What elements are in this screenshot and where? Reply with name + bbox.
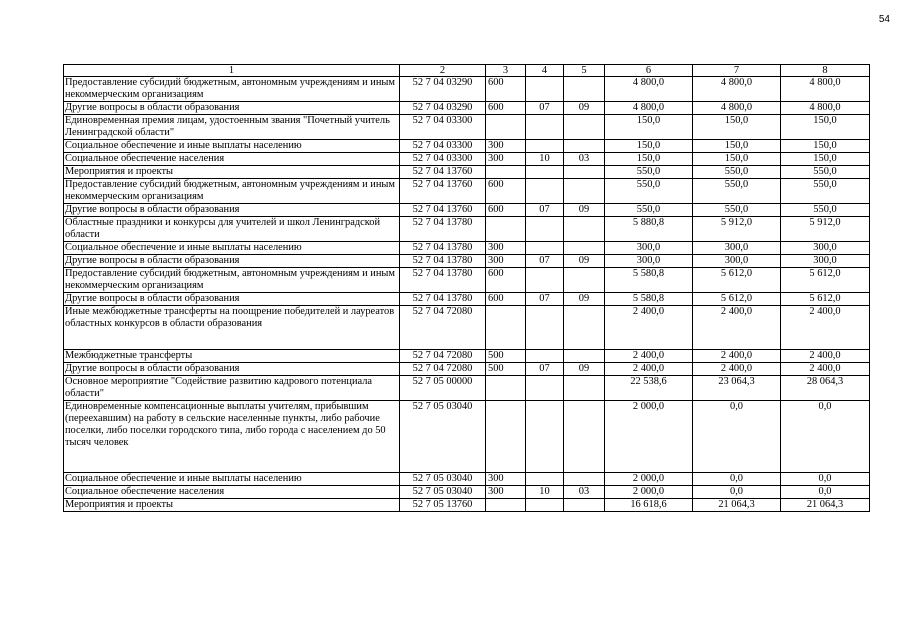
expense-type-code: 600 xyxy=(486,179,526,204)
subsection-code xyxy=(564,140,605,153)
row-name: Мероприятия и проекты xyxy=(64,499,400,512)
amount-col-8: 0,0 xyxy=(781,486,870,499)
target-article-code: 52 7 04 03300 xyxy=(400,153,486,166)
amount-col-8: 2 400,0 xyxy=(781,350,870,363)
expense-type-code: 600 xyxy=(486,77,526,102)
section-code: 10 xyxy=(526,486,564,499)
row-name: Социальное обеспечение населения xyxy=(64,153,400,166)
table-row xyxy=(64,179,870,204)
amount-col-6: 150,0 xyxy=(605,115,693,140)
target-article-code: 52 7 04 13780 xyxy=(400,217,486,242)
column-header: 8 xyxy=(781,65,870,77)
expense-type-code xyxy=(486,115,526,140)
row-name: Предоставление субсидий бюджетным, автономным учреждениям и иным некоммерческим организациям xyxy=(64,268,400,293)
amount-col-7: 550,0 xyxy=(693,204,781,217)
subsection-code: 09 xyxy=(564,363,605,376)
section-code xyxy=(526,499,564,512)
subsection-code: 09 xyxy=(564,102,605,115)
amount-col-6: 300,0 xyxy=(605,255,693,268)
amount-col-8: 150,0 xyxy=(781,140,870,153)
page-number: 54 xyxy=(878,14,890,25)
table-row xyxy=(64,242,870,255)
amount-col-8: 2 400,0 xyxy=(781,306,870,350)
row-name: Социальное обеспечение населения xyxy=(64,486,400,499)
subsection-code xyxy=(564,473,605,486)
target-article-code: 52 7 04 13780 xyxy=(400,293,486,306)
amount-col-6: 150,0 xyxy=(605,153,693,166)
expense-type-code: 300 xyxy=(486,242,526,255)
amount-col-8: 150,0 xyxy=(781,153,870,166)
column-header: 2 xyxy=(400,65,486,77)
target-article-code: 52 7 04 72080 xyxy=(400,350,486,363)
expense-type-code xyxy=(486,376,526,401)
amount-col-6: 550,0 xyxy=(605,179,693,204)
target-article-code: 52 7 04 03290 xyxy=(400,102,486,115)
section-code xyxy=(526,306,564,350)
subsection-code xyxy=(564,376,605,401)
row-name: Основное мероприятие "Содействие развитию кадрового потенциала области" xyxy=(64,376,400,401)
subsection-code: 09 xyxy=(564,204,605,217)
amount-col-6: 2 000,0 xyxy=(605,473,693,486)
section-code: 07 xyxy=(526,102,564,115)
target-article-code: 52 7 04 13760 xyxy=(400,166,486,179)
target-article-code: 52 7 04 13780 xyxy=(400,255,486,268)
subsection-code: 03 xyxy=(564,486,605,499)
column-header: 6 xyxy=(605,65,693,77)
table-row xyxy=(64,255,870,268)
expense-type-code: 600 xyxy=(486,293,526,306)
table-row xyxy=(64,401,870,473)
expense-type-code: 500 xyxy=(486,363,526,376)
amount-col-7: 4 800,0 xyxy=(693,102,781,115)
target-article-code: 52 7 05 03040 xyxy=(400,473,486,486)
amount-col-6: 2 400,0 xyxy=(605,350,693,363)
amount-col-6: 4 800,0 xyxy=(605,77,693,102)
section-code xyxy=(526,401,564,473)
row-name: Предоставление субсидий бюджетным, автономным учреждениям и иным некоммерческим организациям xyxy=(64,179,400,204)
target-article-code: 52 7 04 03300 xyxy=(400,140,486,153)
expense-type-code: 300 xyxy=(486,140,526,153)
table-row xyxy=(64,102,870,115)
section-code xyxy=(526,473,564,486)
row-name: Предоставление субсидий бюджетным, автономным учреждениям и иным некоммерческим организациям xyxy=(64,77,400,102)
expense-type-code xyxy=(486,217,526,242)
subsection-code xyxy=(564,350,605,363)
table-row xyxy=(64,140,870,153)
amount-col-7: 300,0 xyxy=(693,255,781,268)
row-name: Мероприятия и проекты xyxy=(64,166,400,179)
amount-col-7: 150,0 xyxy=(693,115,781,140)
table-row xyxy=(64,486,870,499)
amount-col-8: 4 800,0 xyxy=(781,102,870,115)
target-article-code: 52 7 05 00000 xyxy=(400,376,486,401)
amount-col-6: 550,0 xyxy=(605,166,693,179)
expense-type-code xyxy=(486,306,526,350)
target-article-code: 52 7 04 72080 xyxy=(400,363,486,376)
subsection-code xyxy=(564,115,605,140)
amount-col-8: 300,0 xyxy=(781,255,870,268)
target-article-code: 52 7 05 03040 xyxy=(400,486,486,499)
row-name: Социальное обеспечение и иные выплаты населению xyxy=(64,473,400,486)
section-code xyxy=(526,376,564,401)
target-article-code: 52 7 04 03290 xyxy=(400,77,486,102)
amount-col-6: 300,0 xyxy=(605,242,693,255)
amount-col-7: 21 064,3 xyxy=(693,499,781,512)
expense-type-code: 600 xyxy=(486,268,526,293)
row-name: Другие вопросы в области образования xyxy=(64,102,400,115)
column-header: 1 xyxy=(64,65,400,77)
amount-col-8: 550,0 xyxy=(781,179,870,204)
expense-type-code: 300 xyxy=(486,473,526,486)
section-code: 07 xyxy=(526,293,564,306)
subsection-code xyxy=(564,179,605,204)
subsection-code xyxy=(564,217,605,242)
table-row xyxy=(64,473,870,486)
amount-col-7: 2 400,0 xyxy=(693,306,781,350)
table-row xyxy=(64,293,870,306)
amount-col-7: 4 800,0 xyxy=(693,77,781,102)
amount-col-6: 2 000,0 xyxy=(605,401,693,473)
column-header: 7 xyxy=(693,65,781,77)
amount-col-6: 5 580,8 xyxy=(605,268,693,293)
table-row xyxy=(64,115,870,140)
amount-col-6: 550,0 xyxy=(605,204,693,217)
subsection-code: 03 xyxy=(564,153,605,166)
amount-col-8: 150,0 xyxy=(781,115,870,140)
amount-col-7: 0,0 xyxy=(693,401,781,473)
table-row xyxy=(64,217,870,242)
row-name: Социальное обеспечение и иные выплаты населению xyxy=(64,140,400,153)
section-code: 07 xyxy=(526,204,564,217)
column-number-row xyxy=(64,65,870,77)
row-name: Другие вопросы в области образования xyxy=(64,293,400,306)
expense-type-code: 600 xyxy=(486,204,526,217)
section-code xyxy=(526,217,564,242)
amount-col-7: 23 064,3 xyxy=(693,376,781,401)
expense-type-code: 600 xyxy=(486,102,526,115)
subsection-code xyxy=(564,77,605,102)
amount-col-8: 21 064,3 xyxy=(781,499,870,512)
amount-col-7: 0,0 xyxy=(693,486,781,499)
amount-col-8: 5 612,0 xyxy=(781,293,870,306)
section-code xyxy=(526,140,564,153)
section-code xyxy=(526,268,564,293)
section-code xyxy=(526,350,564,363)
subsection-code xyxy=(564,242,605,255)
subsection-code xyxy=(564,268,605,293)
amount-col-6: 2 400,0 xyxy=(605,306,693,350)
section-code: 07 xyxy=(526,255,564,268)
section-code xyxy=(526,179,564,204)
amount-col-8: 0,0 xyxy=(781,473,870,486)
table-row xyxy=(64,204,870,217)
subsection-code: 09 xyxy=(564,255,605,268)
amount-col-7: 300,0 xyxy=(693,242,781,255)
subsection-code: 09 xyxy=(564,293,605,306)
table-row xyxy=(64,350,870,363)
amount-col-8: 4 800,0 xyxy=(781,77,870,102)
budget-table xyxy=(63,64,870,512)
amount-col-6: 4 800,0 xyxy=(605,102,693,115)
target-article-code: 52 7 04 13780 xyxy=(400,268,486,293)
expense-type-code xyxy=(486,499,526,512)
amount-col-6: 2 400,0 xyxy=(605,363,693,376)
amount-col-8: 5 912,0 xyxy=(781,217,870,242)
amount-col-7: 150,0 xyxy=(693,153,781,166)
target-article-code: 52 7 04 13760 xyxy=(400,204,486,217)
amount-col-6: 16 618,6 xyxy=(605,499,693,512)
amount-col-6: 22 538,6 xyxy=(605,376,693,401)
table-row xyxy=(64,306,870,350)
row-name: Областные праздники и конкурсы для учителей и школ Ленинградской области xyxy=(64,217,400,242)
expense-type-code: 300 xyxy=(486,255,526,268)
target-article-code: 52 7 04 03300 xyxy=(400,115,486,140)
expense-type-code: 300 xyxy=(486,153,526,166)
amount-col-7: 5 612,0 xyxy=(693,268,781,293)
table-row xyxy=(64,363,870,376)
subsection-code xyxy=(564,306,605,350)
target-article-code: 52 7 05 13760 xyxy=(400,499,486,512)
amount-col-6: 5 880,8 xyxy=(605,217,693,242)
subsection-code xyxy=(564,499,605,512)
target-article-code: 52 7 04 72080 xyxy=(400,306,486,350)
amount-col-7: 550,0 xyxy=(693,179,781,204)
subsection-code xyxy=(564,401,605,473)
column-header: 4 xyxy=(526,65,564,77)
amount-col-7: 2 400,0 xyxy=(693,350,781,363)
row-name: Единовременная премия лицам, удостоенным звания "Почетный учитель Ленинградской области" xyxy=(64,115,400,140)
amount-col-7: 5 612,0 xyxy=(693,293,781,306)
column-header: 3 xyxy=(486,65,526,77)
section-code xyxy=(526,242,564,255)
table-row xyxy=(64,268,870,293)
amount-col-7: 550,0 xyxy=(693,166,781,179)
target-article-code: 52 7 04 13760 xyxy=(400,179,486,204)
amount-col-8: 550,0 xyxy=(781,204,870,217)
subsection-code xyxy=(564,166,605,179)
row-name: Другие вопросы в области образования xyxy=(64,363,400,376)
expense-type-code xyxy=(486,166,526,179)
amount-col-7: 150,0 xyxy=(693,140,781,153)
amount-col-8: 300,0 xyxy=(781,242,870,255)
target-article-code: 52 7 05 03040 xyxy=(400,401,486,473)
table-row xyxy=(64,153,870,166)
amount-col-6: 150,0 xyxy=(605,140,693,153)
amount-col-8: 2 400,0 xyxy=(781,363,870,376)
table-row xyxy=(64,499,870,512)
amount-col-6: 5 580,8 xyxy=(605,293,693,306)
amount-col-6: 2 000,0 xyxy=(605,486,693,499)
section-code: 10 xyxy=(526,153,564,166)
column-header: 5 xyxy=(564,65,605,77)
amount-col-8: 5 612,0 xyxy=(781,268,870,293)
amount-col-8: 28 064,3 xyxy=(781,376,870,401)
row-name: Другие вопросы в области образования xyxy=(64,204,400,217)
section-code: 07 xyxy=(526,363,564,376)
row-name: Единовременные компенсационные выплаты учителям, прибывшим (переехавшим) на работу в сельские населенные пункты, либо рабочие поселки, либо поселки городского типа, либо города с населением до 50 тысяч человек xyxy=(64,401,400,473)
amount-col-7: 2 400,0 xyxy=(693,363,781,376)
section-code xyxy=(526,115,564,140)
amount-col-7: 0,0 xyxy=(693,473,781,486)
section-code xyxy=(526,77,564,102)
amount-col-8: 0,0 xyxy=(781,401,870,473)
amount-col-8: 550,0 xyxy=(781,166,870,179)
row-name: Иные межбюджетные трансферты на поощрение победителей и лауреатов областных конкурсов в области образования xyxy=(64,306,400,350)
section-code xyxy=(526,166,564,179)
expense-type-code: 500 xyxy=(486,350,526,363)
target-article-code: 52 7 04 13780 xyxy=(400,242,486,255)
row-name: Межбюджетные трансферты xyxy=(64,350,400,363)
expense-type-code: 300 xyxy=(486,486,526,499)
table-row xyxy=(64,77,870,102)
row-name: Социальное обеспечение и иные выплаты населению xyxy=(64,242,400,255)
row-name: Другие вопросы в области образования xyxy=(64,255,400,268)
expense-type-code xyxy=(486,401,526,473)
table-row xyxy=(64,166,870,179)
amount-col-7: 5 912,0 xyxy=(693,217,781,242)
table-row xyxy=(64,376,870,401)
